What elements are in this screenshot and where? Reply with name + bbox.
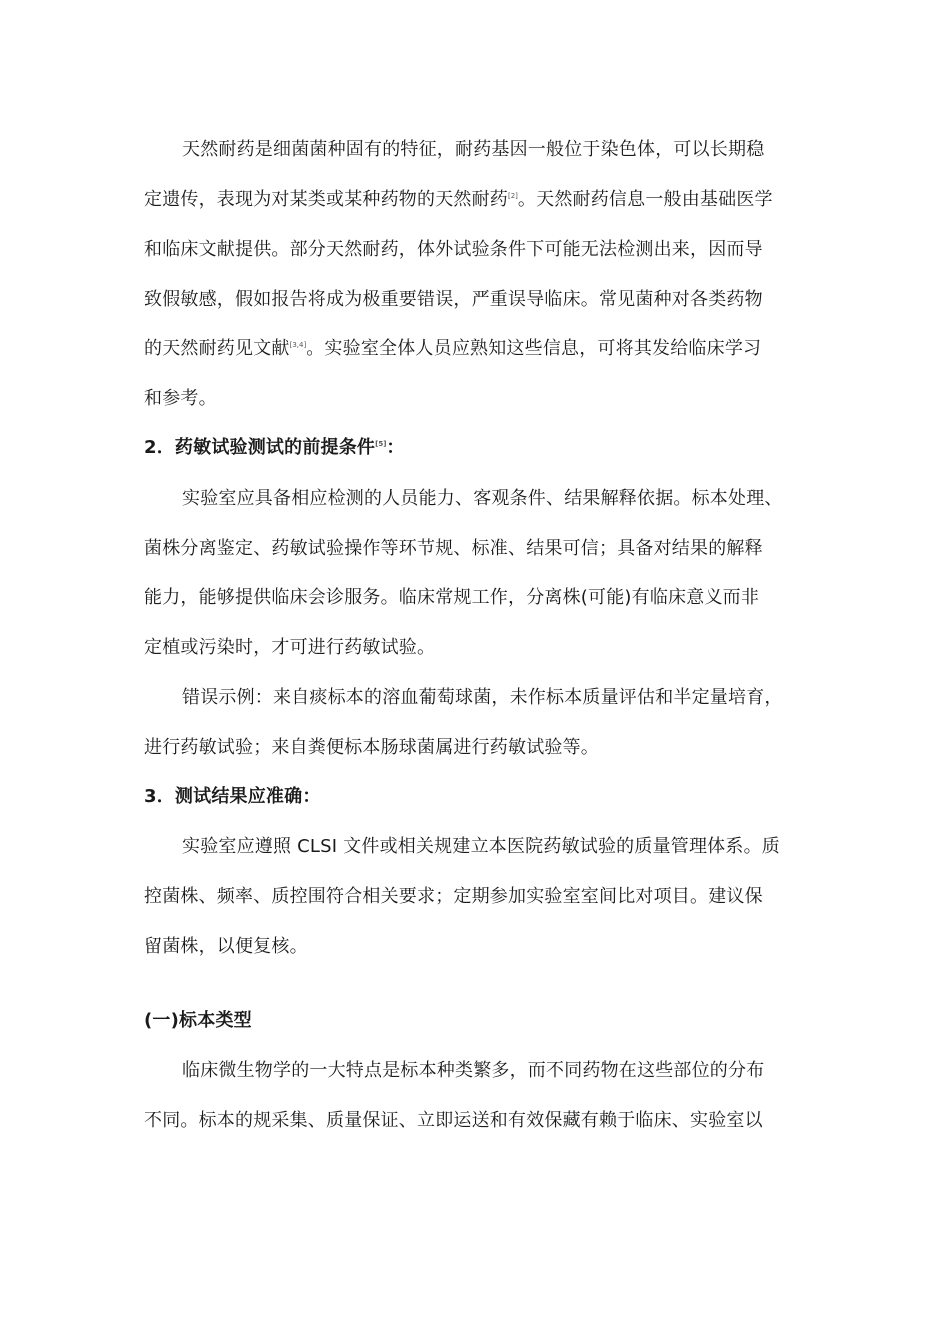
paragraph-lab-requirements-line-3: 能力，能够提供临床会诊服务。临床常规工作，分离株(可能)有临床意义而非 (144, 587, 760, 608)
heading-specimen-types: (一)标本类型 (144, 1010, 252, 1031)
paragraph-quality-management-line-1: 实验室应遵照 CLSI 文件或相关规建立本医院药敏试验的质量管理体系。质 (182, 836, 780, 857)
citation-ref-3-4: [3,4] (289, 341, 307, 349)
heading-colon: ： (386, 437, 405, 458)
heading-accurate-results: 3．测试结果应准确： (144, 786, 321, 807)
paragraph-natural-resistance-line-3: 和临床文献提供。部分天然耐药，体外试验条件下可能无法检测出来，因而导 (144, 239, 763, 260)
paragraph-natural-resistance-line-6: 和参考。 (144, 388, 217, 409)
citation-ref-5: [5] (375, 440, 387, 448)
paragraph-quality-management-line-3: 留菌株，以便复核。 (144, 936, 308, 957)
text-segment: 定遗传，表现为对某类或某种药物的天然耐药 (144, 189, 508, 210)
heading-prerequisites (144, 437, 405, 459)
paragraph-error-example-line-1: 错误示例：来自痰标本的溶血葡萄球菌，未作标本质量评估和半定量培育， (182, 687, 783, 708)
paragraph-natural-resistance-line-2 (144, 189, 773, 211)
paragraph-specimen-line-2: 不同。标本的规采集、质量保证、立即运送和有效保藏有赖于临床、实验室以 (144, 1110, 763, 1131)
paragraph-quality-management-line-2: 控菌株、频率、质控围符合相关要求；定期参加实验室室间比对项目。建议保 (144, 886, 763, 907)
paragraph-error-example-line-2: 进行药敏试验；来自粪便标本肠球菌属进行药敏试验等。 (144, 737, 599, 758)
paragraph-natural-resistance-line-5 (144, 338, 761, 360)
text-segment: 。实验室全体人员应熟知这些信息，可将其发给临床学习 (306, 338, 762, 359)
paragraph-lab-requirements-line-1: 实验室应具备相应检测的人员能力、客观条件、结果解释依据。标本处理、 (182, 488, 783, 509)
citation-ref-2: [2] (508, 192, 518, 200)
paragraph-lab-requirements-line-2: 菌株分离鉴定、药敏试验操作等环节规、标准、结果可信；具备对结果的解释 (144, 538, 763, 559)
text-segment: 。天然耐药信息一般由基础医学 (517, 189, 773, 210)
paragraph-lab-requirements-line-4: 定植或污染时，才可进行药敏试验。 (144, 637, 436, 658)
heading-text: 2．药敏试验测试的前提条件 (144, 437, 376, 458)
paragraph-natural-resistance-line-1: 天然耐药是细菌菌种固有的特征，耐药基因一般位于染色体，可以长期稳 (182, 139, 765, 160)
paragraph-specimen-line-1: 临床微生物学的一大特点是标本种类繁多，而不同药物在这些部位的分布 (182, 1060, 765, 1081)
text-segment: 的天然耐药见文献 (144, 338, 290, 359)
paragraph-natural-resistance-line-4: 致假敏感，假如报告将成为极重要错误，严重误导临床。常见菌种对各类药物 (144, 289, 763, 310)
